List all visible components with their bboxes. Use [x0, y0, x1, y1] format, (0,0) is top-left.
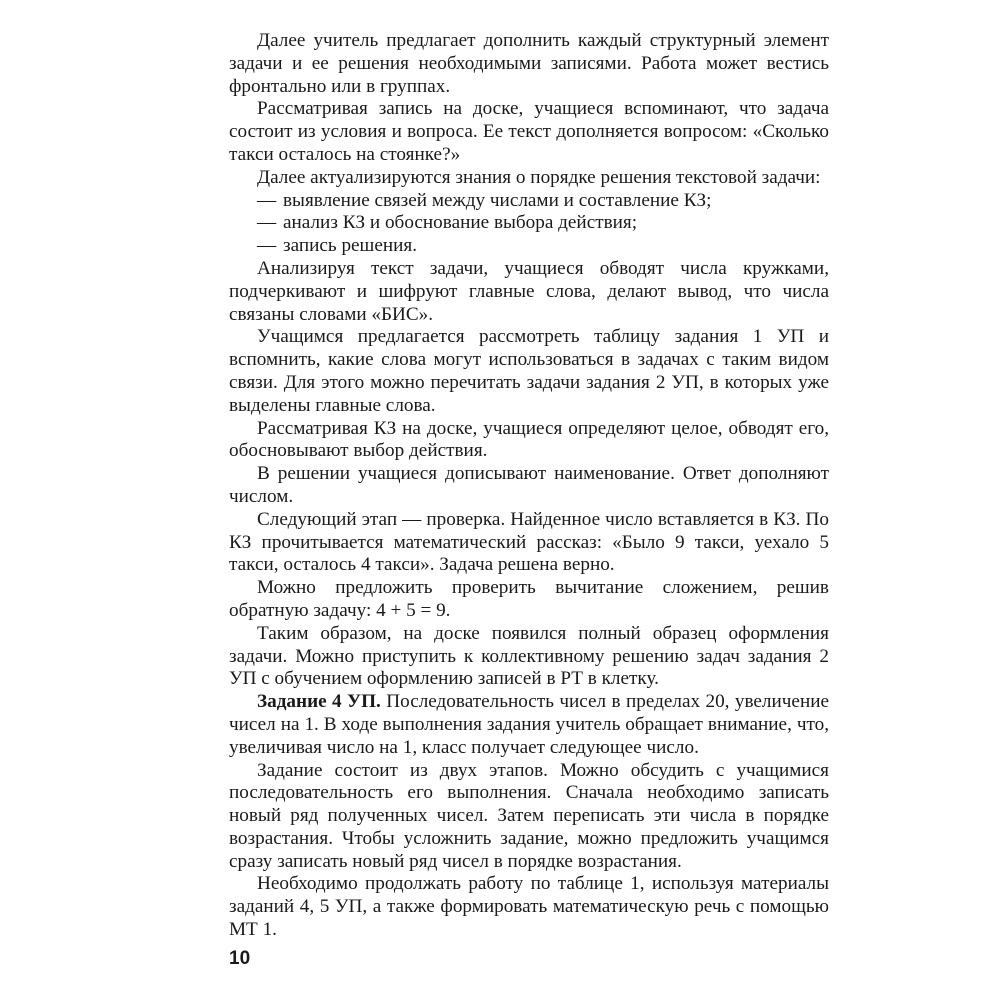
- paragraph: Необходимо продолжать работу по таблице 1, используя материалы заданий 4, 5 УП, а также формировать математическую речь с помощью МТ 1.: [229, 873, 829, 941]
- list-item: [229, 190, 829, 213]
- paragraph: Анализируя текст задачи, учащиеся обводят числа кружками, подчеркивают и шифруют главные слова, делают вывод, что числа связаны словами «БИС».: [229, 257, 829, 325]
- paragraph: Задание состоит из двух этапов. Можно обсудить с учащимися последовательность его выполнения. Сначала необходимо записать новый ряд полученных чисел. Затем переписать эти числа в порядке возрастания. Чтобы усложнить задание, можно предложить учащимся сразу записать новый ряд чисел в порядке возрастания.: [229, 759, 829, 872]
- paragraph: Рассматривая КЗ на доске, учащиеся определяют целое, обводят его, обосновывают выбор действия.: [229, 417, 829, 462]
- task-paragraph: [229, 691, 829, 759]
- paragraph: Можно предложить проверить вычитание сложением, решив обратную задачу: 4 + 5 = 9.: [229, 577, 829, 621]
- paragraph: Таким образом, на доске появился полный образец оформления задачи. Можно приступить к коллективному решению задач задания 2 УП с обучением оформлению записей в РТ в клетку.: [229, 622, 829, 690]
- task-text: Последовательность чисел в пределах 20, увеличение чисел на 1. В ходе выполнения задания учитель обращает внимание, что, увеличивая число на 1, класс получает следующее число.: [229, 691, 829, 758]
- paragraph: Далее актуализируются знания о порядке решения текстовой задачи:: [257, 166, 821, 188]
- paragraph: Следующий этап — проверка. Найденное число вставляется в КЗ. По КЗ прочитывается математический рассказ: «Было 9 такси, уехало 5 такси, осталось 4 такси». Задача решена верно.: [229, 508, 829, 576]
- list-item-text: запись решения.: [283, 235, 418, 257]
- paragraph: Рассматривая запись на доске, учащиеся вспоминают, что задача состоит из условия и вопроса. Ее текст дополняется вопросом: «Сколько такси осталось на стоянке?»: [229, 98, 829, 165]
- list-item-text: выявление связей между числами и составление КЗ;: [283, 189, 712, 211]
- dash-marker: —: [257, 235, 277, 257]
- dash-marker: —: [257, 212, 277, 234]
- dash-marker: —: [257, 189, 277, 211]
- list-item-text: анализ КЗ и обоснование выбора действия;: [283, 212, 638, 234]
- steps-list: [229, 190, 829, 258]
- task-heading: Задание 4 УП.: [257, 691, 381, 713]
- page-body: [229, 30, 829, 942]
- list-item: [229, 235, 829, 258]
- list-item: [229, 212, 829, 235]
- paragraph: Учащимся предлагается рассмотреть таблицу задания 1 УП и вспомнить, какие слова могут использоваться в задачах с таким видом связи. Для этого можно перечитать задачи задания 2 УП, в которых уже выделены главные слова.: [229, 326, 829, 416]
- page-number: 10: [229, 948, 251, 969]
- paragraph: Далее учитель предлагает дополнить каждый структурный элемент задачи и ее решения необходимыми записями. Работа может вестись фронтально или в группах.: [229, 30, 829, 97]
- paragraph: В решении учащиеся дописывают наименование. Ответ дополняют числом.: [229, 463, 829, 507]
